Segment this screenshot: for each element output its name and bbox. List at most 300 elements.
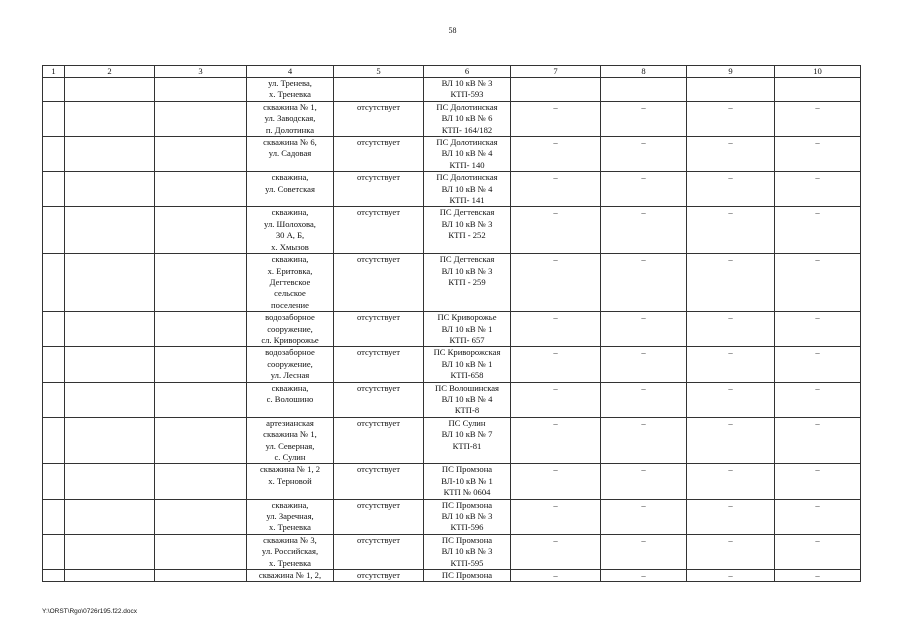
value-text: –: [728, 137, 733, 148]
value-text: –: [728, 254, 733, 265]
value-text: –: [553, 172, 558, 183]
object-line: 30 А, Б,: [275, 230, 305, 241]
object-line: скважина № 1, 2: [259, 464, 321, 475]
value-cell-c10: [775, 172, 861, 207]
value-text: –: [641, 382, 646, 393]
value-text: –: [815, 312, 820, 323]
power-source-cell: [424, 347, 511, 382]
column-header-3: 3: [155, 66, 247, 78]
power-source-line: ПС Промзона: [441, 499, 493, 510]
table-row: [43, 312, 861, 347]
table-row: [43, 254, 861, 312]
empty-cell-col3: [155, 312, 247, 347]
value-text: –: [815, 570, 820, 581]
empty-cell-col1: [43, 137, 65, 172]
value-text: –: [553, 207, 558, 218]
empty-cell-col2: [65, 570, 155, 582]
power-source-line: КТП- 141: [449, 195, 485, 206]
value-text: –: [553, 499, 558, 510]
value-cell-c10: [775, 347, 861, 382]
power-source-line: ПС Долотинская: [436, 101, 498, 112]
empty-cell-col2: [65, 499, 155, 534]
value-text: –: [641, 417, 646, 428]
value-cell-c7: [511, 312, 601, 347]
value-cell-c8: [601, 78, 687, 102]
object-line: ул. Российская,: [261, 546, 319, 557]
value-cell-c8: [601, 347, 687, 382]
table-row: [43, 101, 861, 136]
table-row: [43, 534, 861, 569]
object-line: ул. Садовая: [268, 148, 312, 159]
power-source-line: ПС Промзона: [441, 534, 493, 545]
power-source-line: ВЛ 10 кВ № 3: [441, 265, 493, 276]
object-cell: [247, 254, 334, 312]
empty-cell-col3: [155, 417, 247, 464]
power-source-cell: [424, 312, 511, 347]
value-text: –: [641, 101, 646, 112]
value-cell-c9: [687, 207, 775, 254]
value-cell-c9: [687, 254, 775, 312]
infrastructure-table: [42, 65, 861, 582]
value-cell-c8: [601, 570, 687, 582]
power-source-line: ВЛ 10 кВ № 3: [441, 546, 493, 557]
value-text: –: [728, 534, 733, 545]
power-source-line: ВЛ 10 кВ № 4: [441, 183, 493, 194]
empty-cell-col1: [43, 417, 65, 464]
object-cell: [247, 417, 334, 464]
object-line: поселение: [271, 299, 309, 310]
empty-cell-col3: [155, 464, 247, 499]
empty-cell-col3: [155, 382, 247, 417]
power-source-cell: [424, 207, 511, 254]
object-cell: [247, 464, 334, 499]
value-cell-c8: [601, 464, 687, 499]
object-cell: [247, 312, 334, 347]
object-line: ул. Шолохова,: [264, 218, 316, 229]
value-text: –: [553, 570, 558, 581]
value-text: –: [815, 207, 820, 218]
power-source-line: КТП - 259: [448, 276, 486, 287]
power-source-line: ПС Промзона: [441, 464, 493, 475]
empty-cell-col3: [155, 499, 247, 534]
value-cell-c9: [687, 347, 775, 382]
value-text: –: [815, 347, 820, 358]
power-source-line: КТП № 0604: [443, 487, 491, 498]
column-header-5: 5: [334, 66, 424, 78]
object-line: ул. Лесная: [270, 370, 310, 381]
value-text: –: [728, 382, 733, 393]
empty-cell-col1: [43, 347, 65, 382]
table-row: [43, 78, 861, 102]
empty-cell-col3: [155, 101, 247, 136]
value-cell-c9: [687, 137, 775, 172]
value-text: –: [641, 499, 646, 510]
table-row: [43, 382, 861, 417]
empty-cell-col3: [155, 207, 247, 254]
value-cell-c9: [687, 101, 775, 136]
status-cell: [334, 312, 424, 347]
value-text: –: [815, 417, 820, 428]
object-line: сл. Криворожье: [261, 334, 319, 345]
value-text: –: [815, 254, 820, 265]
power-source-cell: [424, 417, 511, 464]
value-cell-c7: [511, 101, 601, 136]
value-cell-c7: [511, 172, 601, 207]
value-cell-c7: [511, 499, 601, 534]
value-cell-c10: [775, 101, 861, 136]
value-cell-c10: [775, 207, 861, 254]
value-cell-c7: [511, 570, 601, 582]
empty-cell-col3: [155, 347, 247, 382]
empty-cell-col1: [43, 254, 65, 312]
object-line: х. Хмызов: [271, 241, 309, 252]
value-cell-c10: [775, 570, 861, 582]
value-cell-c9: [687, 417, 775, 464]
value-cell-c9: [687, 570, 775, 582]
power-source-line: ВЛ-10 кВ № 1: [441, 475, 493, 486]
power-source-line: КТП- 140: [449, 159, 485, 170]
status-cell: [334, 570, 424, 582]
object-line: скважина,: [271, 207, 309, 218]
power-source-line: ПС Криворожье: [437, 312, 497, 323]
value-text: –: [553, 347, 558, 358]
value-cell-c7: [511, 464, 601, 499]
power-source-line: ВЛ 10 кВ № 1: [441, 323, 493, 334]
value-text: –: [728, 172, 733, 183]
object-cell: [247, 78, 334, 102]
object-line: ул. Северная,: [265, 440, 315, 451]
table-header: [43, 66, 861, 78]
page-number: 58: [448, 26, 457, 35]
empty-cell-col2: [65, 254, 155, 312]
empty-cell-col1: [43, 101, 65, 136]
object-line: скважина № 3,: [263, 534, 317, 545]
object-line: скважина № 6,: [263, 137, 317, 148]
power-source-line: ВЛ 10 кВ № 6: [441, 113, 493, 124]
value-cell-c8: [601, 254, 687, 312]
status-cell: [334, 417, 424, 464]
value-cell-c7: [511, 207, 601, 254]
value-text: –: [728, 499, 733, 510]
table-row: [43, 464, 861, 499]
object-cell: [247, 382, 334, 417]
power-source-line: ВЛ 10 кВ № 3: [441, 78, 493, 88]
empty-cell-col2: [65, 312, 155, 347]
empty-cell-col1: [43, 570, 65, 582]
object-line: с. Сулин: [274, 452, 306, 462]
status-text: отсутствует: [357, 534, 400, 545]
object-line: х. Терновой: [268, 475, 312, 486]
object-line: х. Треневка: [269, 89, 311, 100]
power-source-cell: [424, 254, 511, 312]
power-source-line: ВЛ 10 кВ № 7: [441, 429, 493, 440]
power-source-line: КТП-8: [454, 405, 480, 416]
value-text: –: [815, 172, 820, 183]
value-cell-c8: [601, 101, 687, 136]
empty-cell-col1: [43, 464, 65, 499]
value-cell-c9: [687, 534, 775, 569]
object-line: водозаборное: [265, 347, 315, 358]
value-text: –: [815, 101, 820, 112]
value-cell-c10: [775, 534, 861, 569]
status-text: отсутствует: [357, 347, 400, 358]
value-text: –: [641, 464, 646, 475]
object-line: скважина,: [271, 382, 309, 393]
status-cell: [334, 254, 424, 312]
value-cell-c9: [687, 382, 775, 417]
object-line: ул. Советская: [265, 183, 315, 194]
object-line: х. Еритовка,: [267, 265, 313, 276]
column-header-4: 4: [247, 66, 334, 78]
object-cell: [247, 101, 334, 136]
status-text: отсутствует: [357, 382, 400, 393]
object-line: ул. Тренева,: [268, 78, 312, 88]
value-text: –: [641, 137, 646, 148]
value-cell-c9: [687, 172, 775, 207]
column-header-9: 9: [687, 66, 775, 78]
power-source-line: КТП- 657: [449, 334, 485, 345]
power-source-line: ВЛ 10 кВ № 4: [441, 148, 493, 159]
power-source-cell: [424, 570, 511, 582]
column-header-7: 7: [511, 66, 601, 78]
table-row: [43, 137, 861, 172]
empty-cell-col2: [65, 417, 155, 464]
power-source-line: КТП-595: [450, 557, 484, 568]
value-text: –: [553, 464, 558, 475]
power-source-line: КТП-81: [452, 440, 482, 451]
value-text: –: [728, 101, 733, 112]
value-cell-c9: [687, 312, 775, 347]
power-source-line: КТП-596: [450, 522, 484, 533]
status-cell: [334, 464, 424, 499]
power-source-line: ВЛ 10 кВ № 4: [441, 393, 493, 404]
power-source-line: ПС Волошинская: [434, 382, 500, 393]
table-row: [43, 417, 861, 464]
value-text: –: [728, 312, 733, 323]
value-text: –: [553, 254, 558, 265]
status-text: отсутствует: [357, 417, 400, 428]
value-cell-c8: [601, 417, 687, 464]
power-source-cell: [424, 137, 511, 172]
status-cell: [334, 382, 424, 417]
object-line: ул. Заводская,: [264, 113, 316, 124]
object-line: п. Долотинка: [265, 124, 315, 135]
value-cell-c9: [687, 78, 775, 102]
object-line: Дегтевское: [269, 276, 311, 287]
footer-file-path: Y:\ORST\Rgo\0726r195.f22.docx: [42, 608, 138, 615]
value-cell-c10: [775, 382, 861, 417]
value-cell-c7: [511, 534, 601, 569]
value-text: –: [728, 464, 733, 475]
value-text: –: [728, 347, 733, 358]
object-line: сооружение,: [267, 358, 313, 369]
value-text: –: [641, 172, 646, 183]
empty-cell-col1: [43, 78, 65, 102]
status-text: отсутствует: [357, 137, 400, 148]
object-line: х. Треневка: [269, 557, 311, 568]
object-cell: [247, 570, 334, 582]
empty-cell-col2: [65, 534, 155, 569]
value-text: –: [815, 534, 820, 545]
status-cell: [334, 347, 424, 382]
value-text: –: [641, 207, 646, 218]
power-source-line: ПС Криворожская: [433, 347, 501, 358]
status-cell: [334, 137, 424, 172]
power-source-cell: [424, 172, 511, 207]
column-header-1: 1: [43, 66, 65, 78]
power-source-line: ПС Сулин: [448, 417, 486, 428]
empty-cell-col2: [65, 137, 155, 172]
value-cell-c10: [775, 312, 861, 347]
empty-cell-col3: [155, 137, 247, 172]
object-cell: [247, 172, 334, 207]
value-text: –: [728, 417, 733, 428]
object-line: скважина,: [271, 172, 309, 183]
status-cell: [334, 534, 424, 569]
value-text: –: [815, 137, 820, 148]
object-cell: [247, 207, 334, 254]
value-cell-c9: [687, 464, 775, 499]
value-cell-c10: [775, 78, 861, 102]
power-source-cell: [424, 382, 511, 417]
empty-cell-col3: [155, 534, 247, 569]
status-text: отсутствует: [357, 464, 400, 475]
table-row: [43, 172, 861, 207]
empty-cell-col2: [65, 382, 155, 417]
power-source-cell: [424, 101, 511, 136]
empty-cell-col3: [155, 570, 247, 582]
status-text: отсутствует: [357, 570, 400, 581]
empty-cell-col2: [65, 464, 155, 499]
value-cell-c8: [601, 382, 687, 417]
value-cell-c7: [511, 137, 601, 172]
value-text: –: [641, 570, 646, 581]
power-source-line: КТП-658: [450, 370, 484, 381]
power-source-line: ВЛ 10 кВ № 3: [441, 511, 493, 522]
value-text: –: [553, 382, 558, 393]
value-cell-c8: [601, 137, 687, 172]
value-cell-c8: [601, 207, 687, 254]
table-body: [43, 78, 861, 582]
object-cell: [247, 347, 334, 382]
value-text: –: [815, 464, 820, 475]
column-header-2: 2: [65, 66, 155, 78]
object-line: сооружение,: [267, 323, 313, 334]
empty-cell-col2: [65, 207, 155, 254]
value-text: –: [553, 101, 558, 112]
status-text: отсутствует: [357, 499, 400, 510]
empty-cell-col1: [43, 207, 65, 254]
object-line: артезианская: [266, 417, 314, 428]
value-text: –: [815, 499, 820, 510]
value-text: –: [641, 347, 646, 358]
status-text: отсутствует: [357, 254, 400, 265]
column-header-10: 10: [775, 66, 861, 78]
object-cell: [247, 137, 334, 172]
object-line: х. Треневка: [269, 522, 311, 533]
object-line: скважина № 1,: [263, 101, 317, 112]
value-cell-c10: [775, 254, 861, 312]
empty-cell-col3: [155, 254, 247, 312]
power-source-line: ПС Долотинская: [436, 172, 498, 183]
value-cell-c10: [775, 417, 861, 464]
table-row: [43, 347, 861, 382]
object-cell: [247, 534, 334, 569]
table-row: [43, 499, 861, 534]
power-source-line: ВЛ 10 кВ № 3: [441, 218, 493, 229]
object-line: с. Волошино: [266, 393, 314, 404]
value-cell-c7: [511, 254, 601, 312]
empty-cell-col2: [65, 101, 155, 136]
power-source-cell: [424, 534, 511, 569]
table-row: [43, 207, 861, 254]
object-line: водозаборное: [265, 312, 315, 323]
value-cell-c8: [601, 499, 687, 534]
value-text: –: [815, 382, 820, 393]
empty-cell-col2: [65, 172, 155, 207]
object-line: сельское: [274, 288, 306, 299]
status-cell: [334, 499, 424, 534]
empty-cell-col2: [65, 347, 155, 382]
power-source-line: ПС Долотинская: [436, 137, 498, 148]
object-line: скважина,: [271, 254, 309, 265]
empty-cell-col1: [43, 499, 65, 534]
power-source-cell: [424, 464, 511, 499]
value-text: –: [553, 534, 558, 545]
object-line: скважина № 1,: [263, 429, 317, 440]
value-cell-c7: [511, 417, 601, 464]
status-text: отсутствует: [357, 207, 400, 218]
value-cell-c7: [511, 78, 601, 102]
power-source-line: КТП-593: [450, 89, 484, 100]
empty-cell-col1: [43, 382, 65, 417]
value-cell-c8: [601, 312, 687, 347]
value-text: –: [553, 137, 558, 148]
value-text: –: [641, 534, 646, 545]
object-cell: [247, 499, 334, 534]
value-cell-c10: [775, 464, 861, 499]
value-cell-c8: [601, 534, 687, 569]
value-text: –: [641, 312, 646, 323]
power-source-line: КТП - 252: [448, 230, 486, 241]
value-cell-c10: [775, 137, 861, 172]
power-source-line: ПС Дегтевская: [439, 207, 495, 218]
value-text: –: [728, 570, 733, 581]
value-cell-c7: [511, 382, 601, 417]
power-source-cell: [424, 78, 511, 102]
empty-cell-col3: [155, 78, 247, 102]
power-source-line: ВЛ 10 кВ № 1: [441, 358, 493, 369]
status-cell: [334, 172, 424, 207]
power-source-line: ПС Промзона: [441, 570, 493, 581]
value-text: –: [728, 207, 733, 218]
column-header-8: 8: [601, 66, 687, 78]
header-row: [43, 66, 861, 78]
value-cell-c8: [601, 172, 687, 207]
object-line: скважина,: [271, 499, 309, 510]
value-text: –: [553, 312, 558, 323]
status-text: отсутствует: [357, 312, 400, 323]
column-header-6: 6: [424, 66, 511, 78]
value-cell-c10: [775, 499, 861, 534]
status-cell: [334, 78, 424, 102]
value-cell-c9: [687, 499, 775, 534]
empty-cell-col1: [43, 534, 65, 569]
value-text: –: [641, 254, 646, 265]
power-source-cell: [424, 499, 511, 534]
status-cell: [334, 101, 424, 136]
status-cell: [334, 207, 424, 254]
